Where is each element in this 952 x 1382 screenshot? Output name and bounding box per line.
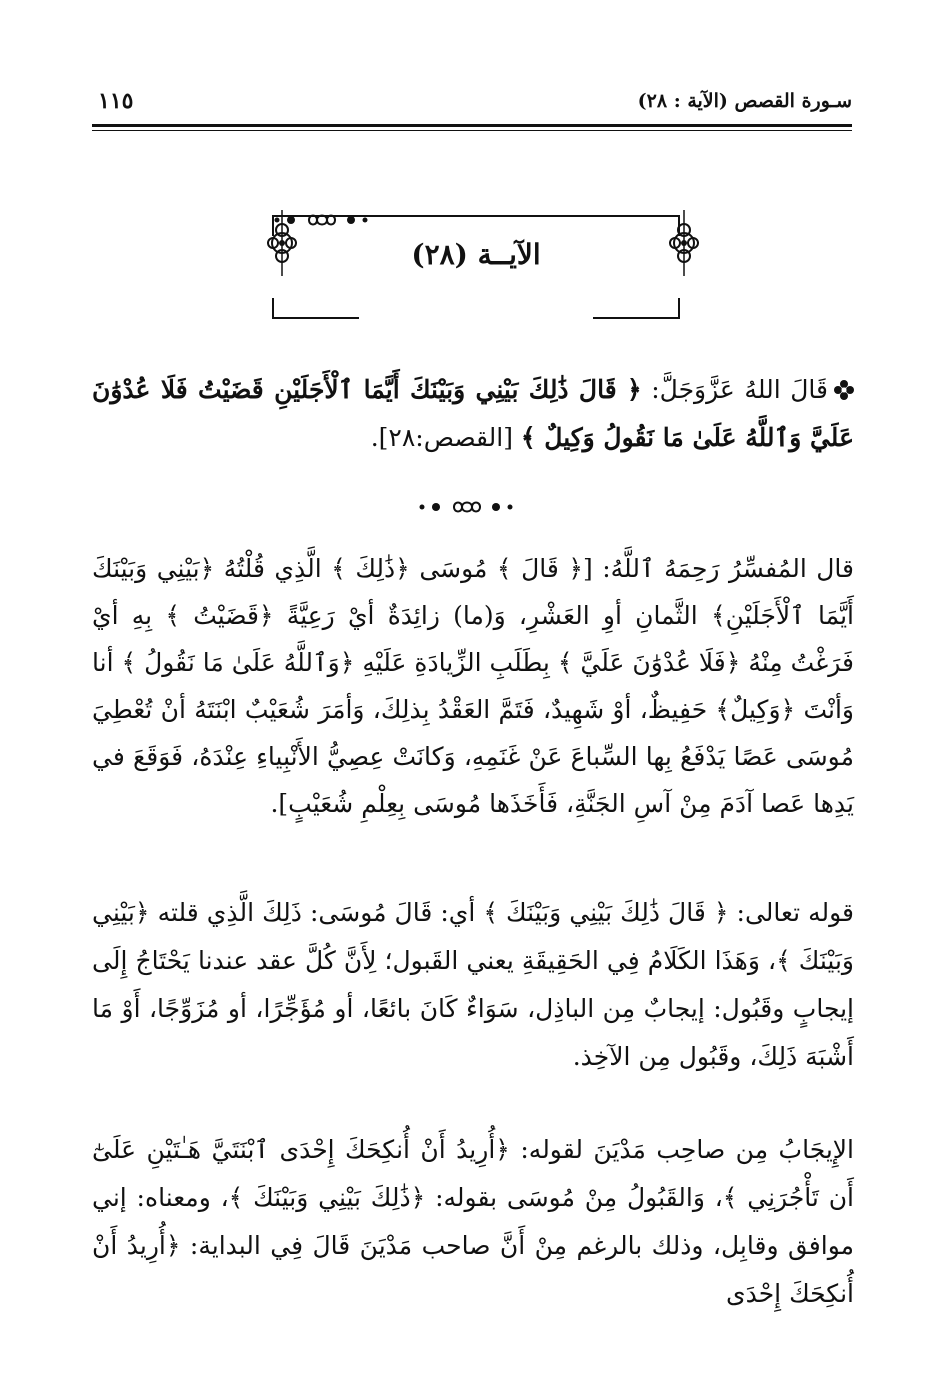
- verse-title: الآيــة (٢٨): [411, 238, 541, 271]
- header-rule-thin: [92, 130, 852, 131]
- verse-reference: [القصص:٢٨].: [370, 423, 521, 452]
- knot-ornament-icon: [669, 210, 699, 276]
- verse-intro: قَالَ اللهُ عَزَّوَجَلَّ:: [641, 375, 828, 404]
- header-rule: [92, 124, 852, 127]
- dots-separator-icon: [412, 496, 532, 518]
- verse-quote: ﴿ قَالَ ذَٰلِكَ بَيْنِي وَبَيْنَكَ أَيَّمَا ٱلْأَجَلَيْنِ قَضَيْتُ فَلَا عُدْوَٰنَ عَلَيَّ وَٱللَّهُ عَلَىٰ مَا نَقُولُ وَكِيلٌ ﴾: [92, 375, 854, 452]
- dots-separator-icon: [267, 210, 387, 230]
- commentary-paragraph-2: الإِيجَابُ مِن صاحِب مَدْيَنَ لقوله: ﴿أُرِيدُ أَنْ أُنكِحَكَ إِحْدَى ٱبْنَتَيَّ هَـٰتَيْنِ عَلَىٰٓ أَن تَأْجُرَنِي ﴾، وَالقَبُولُ مِنْ مُوسَى بقوله: ﴿ذَٰلِكَ بَيْنِي وَبَيْنَكَ ﴾، ومعناه: إني موافق وقابِل، وذلك بالرغم مِنْ أَنَّ صاحب مَدْيَنَ قَالَ فِي البداية: ﴿أُرِيدُ أَنْ أُنكِحَكَ إِحْدَى: [92, 1135, 854, 1308]
- flower-bullet-icon: [834, 380, 854, 400]
- commentary-paragraph-1: قوله تعالى: ﴿ قَالَ ذَٰلِكَ بَيْنِي وَبَيْنَكَ ﴾ أي: قَالَ مُوسَى: ذَلِكَ الَّذِي قلته ﴿بَيْنِي وَبَيْنَكَ ﴾، وَهَذَا الكَلَامُ فِي الحَقِيقَةِ يعني القَبول؛ لِأَنَّ كُلَّ عقد عندنا يَحْتَاجُ إِلَى إيجابٍ وقَبُول: إيجابٌ مِن الباذِل، سَوَاءٌ كَانَ بائعًا، أو مُؤَجِّرًا، أو مُزَوِّجًا، أَوْ مَا أَشْبَهَ ذَلِكَ، وقَبُول مِن الآخِذ.: [92, 898, 854, 1071]
- running-title: سـورة القصص (الآية : ٢٨): [637, 90, 852, 112]
- running-header: [92, 88, 852, 124]
- verse-title-frame: [267, 210, 685, 325]
- page-number: ١١٥: [98, 88, 134, 114]
- tafsir-paragraph: قال المُفسِّرُ رَحِمَهُ ٱللَّهُ: [﴿ قَالَ ﴾ مُوسَى ﴿ذَٰلِكَ ﴾ الَّذِي قُلْتُهُ ﴿بَيْنِي وَبَيْنَكَ أَيَّمَا ٱلْأَجَلَيْنِ﴾ الثَّمانِ أوِ العَشْرِ، وَ(ما) زائِدَةٌ أيْ رَعِيَّةً ﴿قَضَيْتُ ﴾ بِهِ أيْ فَرَغْتُ مِنْهُ ﴿فَلَا عُدْوَٰنَ عَلَيَّ ﴾ بِطَلَبِ الزِّيادَةِ عَلَيْهِ ﴿وَٱللَّهُ عَلَىٰ مَا نَقُولُ ﴾ أنا وَأنْتَ ﴿وَكِيلٌ﴾ حَفِيظٌ، أوْ شَهِيدٌ، فَتَمَّ العَقْدُ بِذلِكَ، وَأمَرَ شُعَيْبٌ ابْنَتَهُ أنْ تُعْطِيَ مُوسَى عَصًا يَدْفَعُ بِها السِّباعَ عَنْ غَنَمِهِ، وَكانَتْ عِصِيُّ الأَنْبِياءِ عِنْدَهُ، فَوَقَعَ في يَدِها عَصا آدَمَ مِنْ آسِ الجَنَّةِ، فَأَخَذَها مُوسَى بِعِلْمِ شُعَيْبٍ].: [92, 554, 854, 818]
- verse-text: [92, 366, 854, 462]
